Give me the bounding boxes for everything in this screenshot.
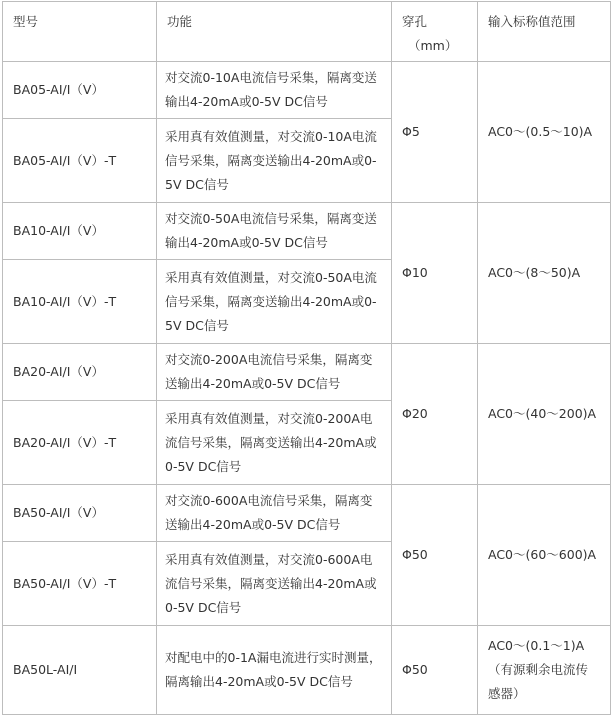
product-spec-table [2, 1, 611, 715]
hole-cell: Φ10 [392, 203, 478, 344]
header-range: 输入标称值范围 [478, 2, 611, 62]
range-cell: AC0～(0.5～10)A [478, 62, 611, 203]
model-cell: BA10-AI/I（V） [3, 203, 157, 260]
table-row [3, 62, 611, 119]
range-cell: AC0～(60～600)A [478, 485, 611, 626]
function-cell: 采用真有效值测量，对交流0-50A电流信号采集，隔离变送输出4-20mA或0-5V DC信号 [157, 260, 392, 344]
header-hole [392, 2, 478, 62]
hole-cell: Φ20 [392, 344, 478, 485]
hole-cell: Φ50 [392, 485, 478, 626]
function-cell: 对交流0-600A电流信号采集，隔离变送输出4-20mA或0-5V DC信号 [157, 485, 392, 542]
table-row [3, 344, 611, 401]
table-row [3, 485, 611, 542]
header-model: 型号 [3, 2, 157, 62]
range-cell: AC0～(0.1～1)A（有源剩余电流传感器） [478, 626, 611, 715]
function-cell: 采用真有效值测量，对交流0-200A电流信号采集，隔离变送输出4-20mA或0-5V DC信号 [157, 401, 392, 485]
model-cell: BA50L-AI/I [3, 626, 157, 715]
function-cell: 采用真有效值测量，对交流0-600A电流信号采集，隔离变送输出4-20mA或0-5V DC信号 [157, 542, 392, 626]
function-cell: 对交流0-50A电流信号采集，隔离变送输出4-20mA或0-5V DC信号 [157, 203, 392, 260]
model-cell: BA20-AI/I（V）-T [3, 401, 157, 485]
header-hole-unit: （mm） [408, 38, 458, 53]
hole-cell: Φ5 [392, 62, 478, 203]
table-row [3, 626, 611, 715]
model-cell: BA05-AI/I（V）-T [3, 119, 157, 203]
function-cell: 对配电中的0-1A漏电流进行实时测量，隔离输出4-20mA或0-5V DC信号 [157, 626, 392, 715]
table-row [3, 203, 611, 260]
model-cell: BA05-AI/I（V） [3, 62, 157, 119]
header-function: 功能 [157, 2, 392, 62]
model-cell: BA50-AI/I（V）-T [3, 542, 157, 626]
model-cell: BA50-AI/I（V） [3, 485, 157, 542]
function-cell: 对交流0-10A电流信号采集，隔离变送输出4-20mA或0-5V DC信号 [157, 62, 392, 119]
range-cell: AC0～(8～50)A [478, 203, 611, 344]
range-cell: AC0～(40～200)A [478, 344, 611, 485]
function-cell: 对交流0-200A电流信号采集，隔离变送输出4-20mA或0-5V DC信号 [157, 344, 392, 401]
model-cell: BA10-AI/I（V）-T [3, 260, 157, 344]
header-hole-title: 穿孔 [402, 14, 428, 29]
table-header-row [3, 2, 611, 62]
model-cell: BA20-AI/I（V） [3, 344, 157, 401]
hole-cell: Φ50 [392, 626, 478, 715]
function-cell: 采用真有效值测量，对交流0-10A电流信号采集，隔离变送输出4-20mA或0-5V DC信号 [157, 119, 392, 203]
